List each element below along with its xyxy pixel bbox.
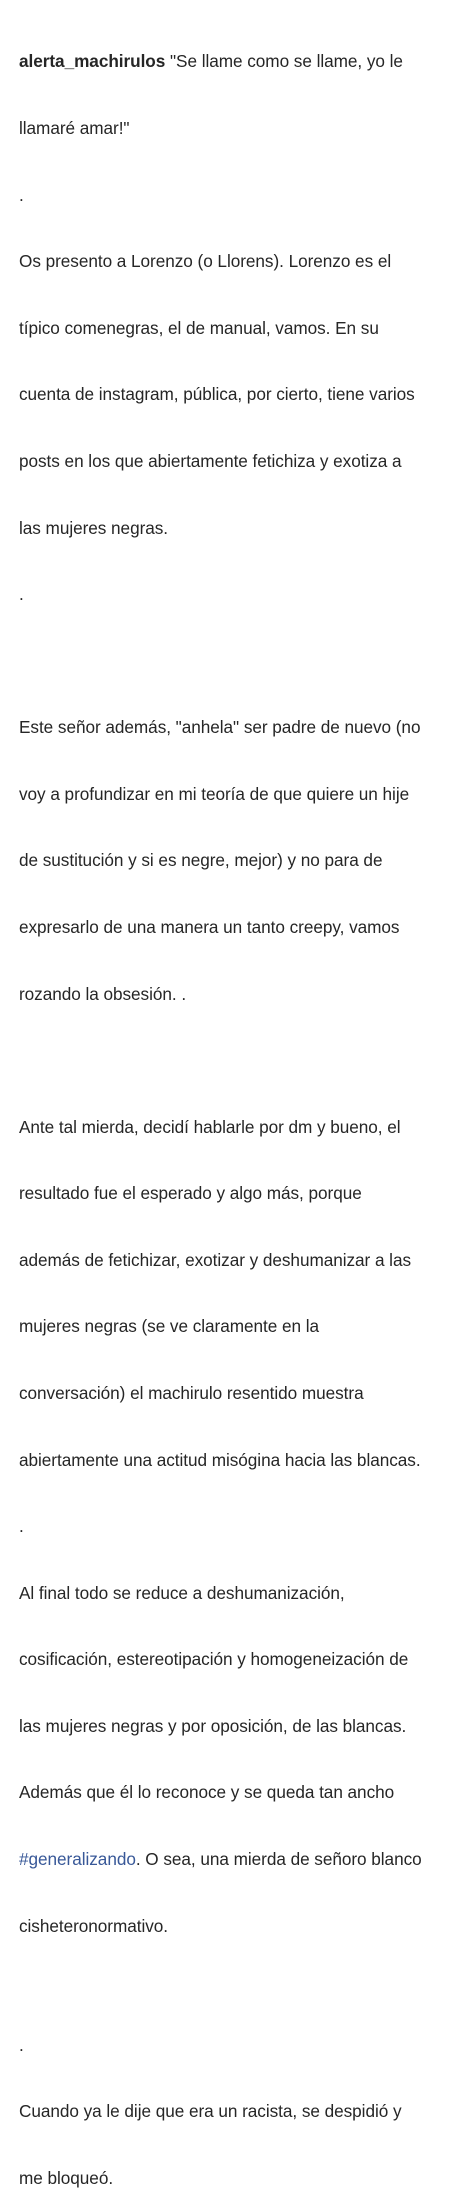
caption-line: de sustitución y si es negre, mejor) y no para de [19,850,383,871]
caption-line: Ante tal mierda, decidí hablarle por dm y bueno, el [19,1116,401,1137]
paragraph-gap [19,1049,471,1071]
caption-line: Os presento a Lorenzo (o Llorens). Lorenzo es el [19,251,392,272]
caption-line: típico comenegras, el de manual, vamos. En su [19,317,379,338]
caption-text: . O sea, una mierda de señoro blanco [135,1849,422,1870]
caption-line: las mujeres negras. [19,517,169,538]
caption-line: mujeres negras (se ve claramente en la [19,1316,319,1337]
caption-line: expresarlo de una manera un tanto creepy, vamos [19,916,400,937]
caption-line: cisheteronormativo. [19,1915,169,1936]
caption-text: "Se llame como se llame, yo le [165,51,403,72]
hashtag-link[interactable]: #generalizando [19,1849,136,1870]
caption-line: me bloqueó. [19,2167,114,2188]
caption-line: posts en los que abiertamente fetichiza y exotiza a [19,450,402,471]
caption-line: rozando la obsesión. . [19,983,187,1004]
caption-separator-dot: . [19,184,24,205]
caption-line: resultado fue el esperado y algo más, porque [19,1183,362,1204]
caption-separator-dot: . [19,584,24,605]
caption-line [19,1848,471,1870]
caption-line: abiertamente una actitud misógina hacia las blancas. [19,1449,421,1470]
caption-line: Además que él lo reconoce y se queda tan ancho [19,1782,395,1803]
caption-line: además de fetichizar, exotizar y deshumanizar a las [19,1249,412,1270]
caption-line: Al final todo se reduce a deshumanización, [19,1582,345,1603]
caption-line: cuenta de instagram, pública, por cierto, tiene varios [19,384,415,405]
caption-line: las mujeres negras y por oposición, de las blancas. [19,1715,407,1736]
caption-line: voy a profundizar en mi teoría de que quiere un hije [19,783,410,804]
caption-separator-dot: . [19,1516,24,1537]
caption-line: llamaré amar!" [19,118,130,138]
caption-separator-dot: . [19,2034,24,2055]
caption-line: Este señor además, "anhela" ser padre de nuevo (no [19,717,421,738]
username-link[interactable]: alerta_machirulos [19,51,166,72]
paragraph-gap [19,650,471,672]
caption-line: Cuando ya le dije que era un racista, se despidió y [19,2101,402,2122]
paragraph-gap [19,1981,471,1989]
caption-line: cosificación, estereotipación y homogeneización de [19,1649,409,1670]
caption-line: conversación) el machirulo resentido muestra [19,1382,364,1403]
caption-line [19,50,471,72]
post-caption [19,6,471,2211]
